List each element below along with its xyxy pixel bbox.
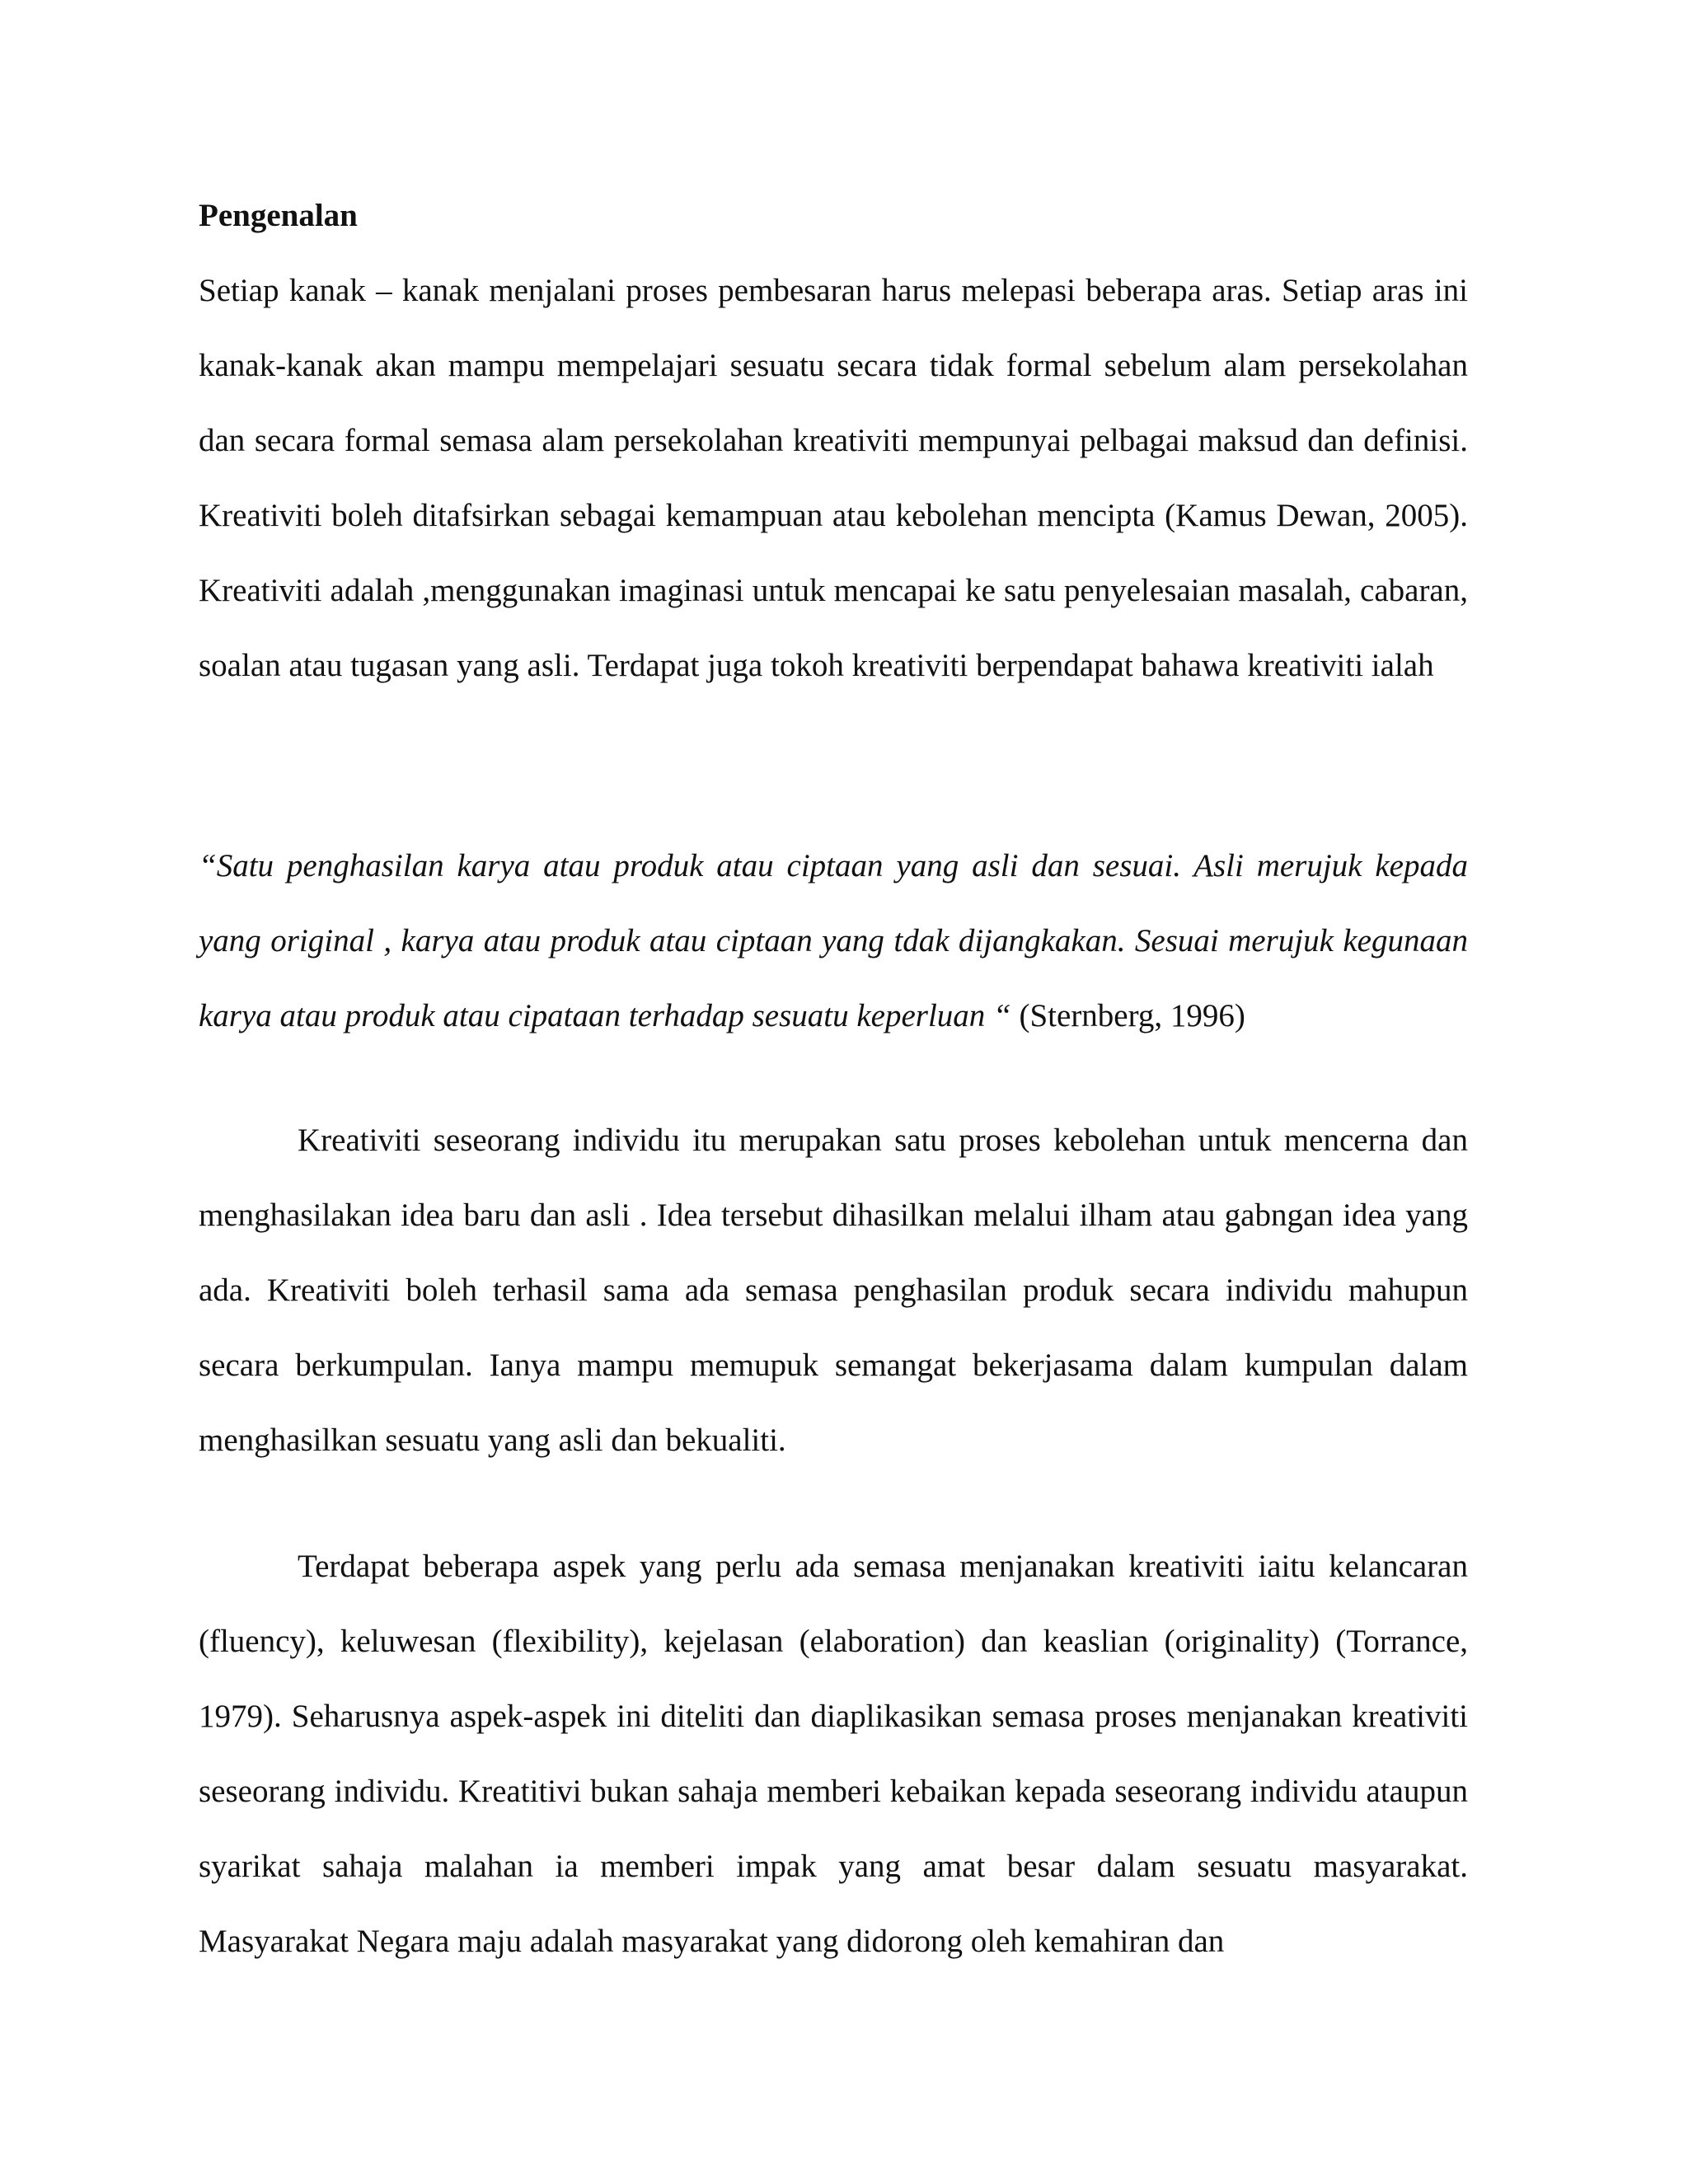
quote-paragraph (199, 828, 1468, 1053)
body-paragraph-creativity-aspects: Terdapat beberapa aspek yang perlu ada semasa menjanakan kreativiti iaitu kelancaran (fluency), keluwesan (flexibility), kejelasan (elaboration) dan keaslian (originality) (Torrance, 1979). Seharusnya aspek-aspek ini diteliti dan diaplikasikan semasa proses menjanakan kreativiti seseorang individu. Kreatitivi bukan sahaja memberi kebaikan kepada seseorang individu ataupun syarikat sahaja malahan ia memberi impak yang amat besar dalam sesuatu masyarakat. Masyarakat Negara maju adalah masyarakat yang didorong oleh kemahiran dan (199, 1549, 1468, 1959)
quote-citation: (Sternberg, 1996) (1010, 998, 1245, 1033)
intro-paragraph: Setiap kanak – kanak menjalani proses pembesaran harus melepasi beberapa aras. Setiap aras ini kanak-kanak akan mampu mempelajari sesuatu secara tidak formal sebelum alam persekolahan dan secara formal semasa alam persekolahan kreativiti mempunyai pelbagai maksud dan definisi. Kreativiti boleh ditafsirkan sebagai kemampuan atau kebolehan mencipta (Kamus Dewan, 2005). Kreativiti adalah ,menggunakan imaginasi untuk mencapai ke satu penyelesaian masalah, cabaran, soalan atau tugasan yang asli. Terdapat juga tokoh kreativiti berpendapat bahawa kreativiti ialah (199, 273, 1468, 683)
quote-text: “Satu penghasilan karya atau produk atau ciptaan yang asli dan sesuai. Asli merujuk kepada yang original , karya atau produk atau ciptaan yang tdak dijangkakan. Sesuai merujuk kegunaan karya atau produk atau cipataan terhadap sesuatu keperluan “ (199, 848, 1468, 1033)
body-paragraph-creativity-process: Kreativiti seseorang individu itu merupakan satu proses kebolehan untuk mencerna dan menghasilakan idea baru dan asli . Idea tersebut dihasilkan melalui ilham atau gabngan idea yang ada. Kreativiti boleh terhasil sama ada semasa penghasilan produk secara individu mahupun secara berkumpulan. Ianya mampu memupuk semangat bekerjasama dalam kumpulan dalam menghasilkan sesuatu yang asli dan bekualiti. (199, 1122, 1468, 1458)
section-heading: Pengenalan (199, 198, 358, 233)
